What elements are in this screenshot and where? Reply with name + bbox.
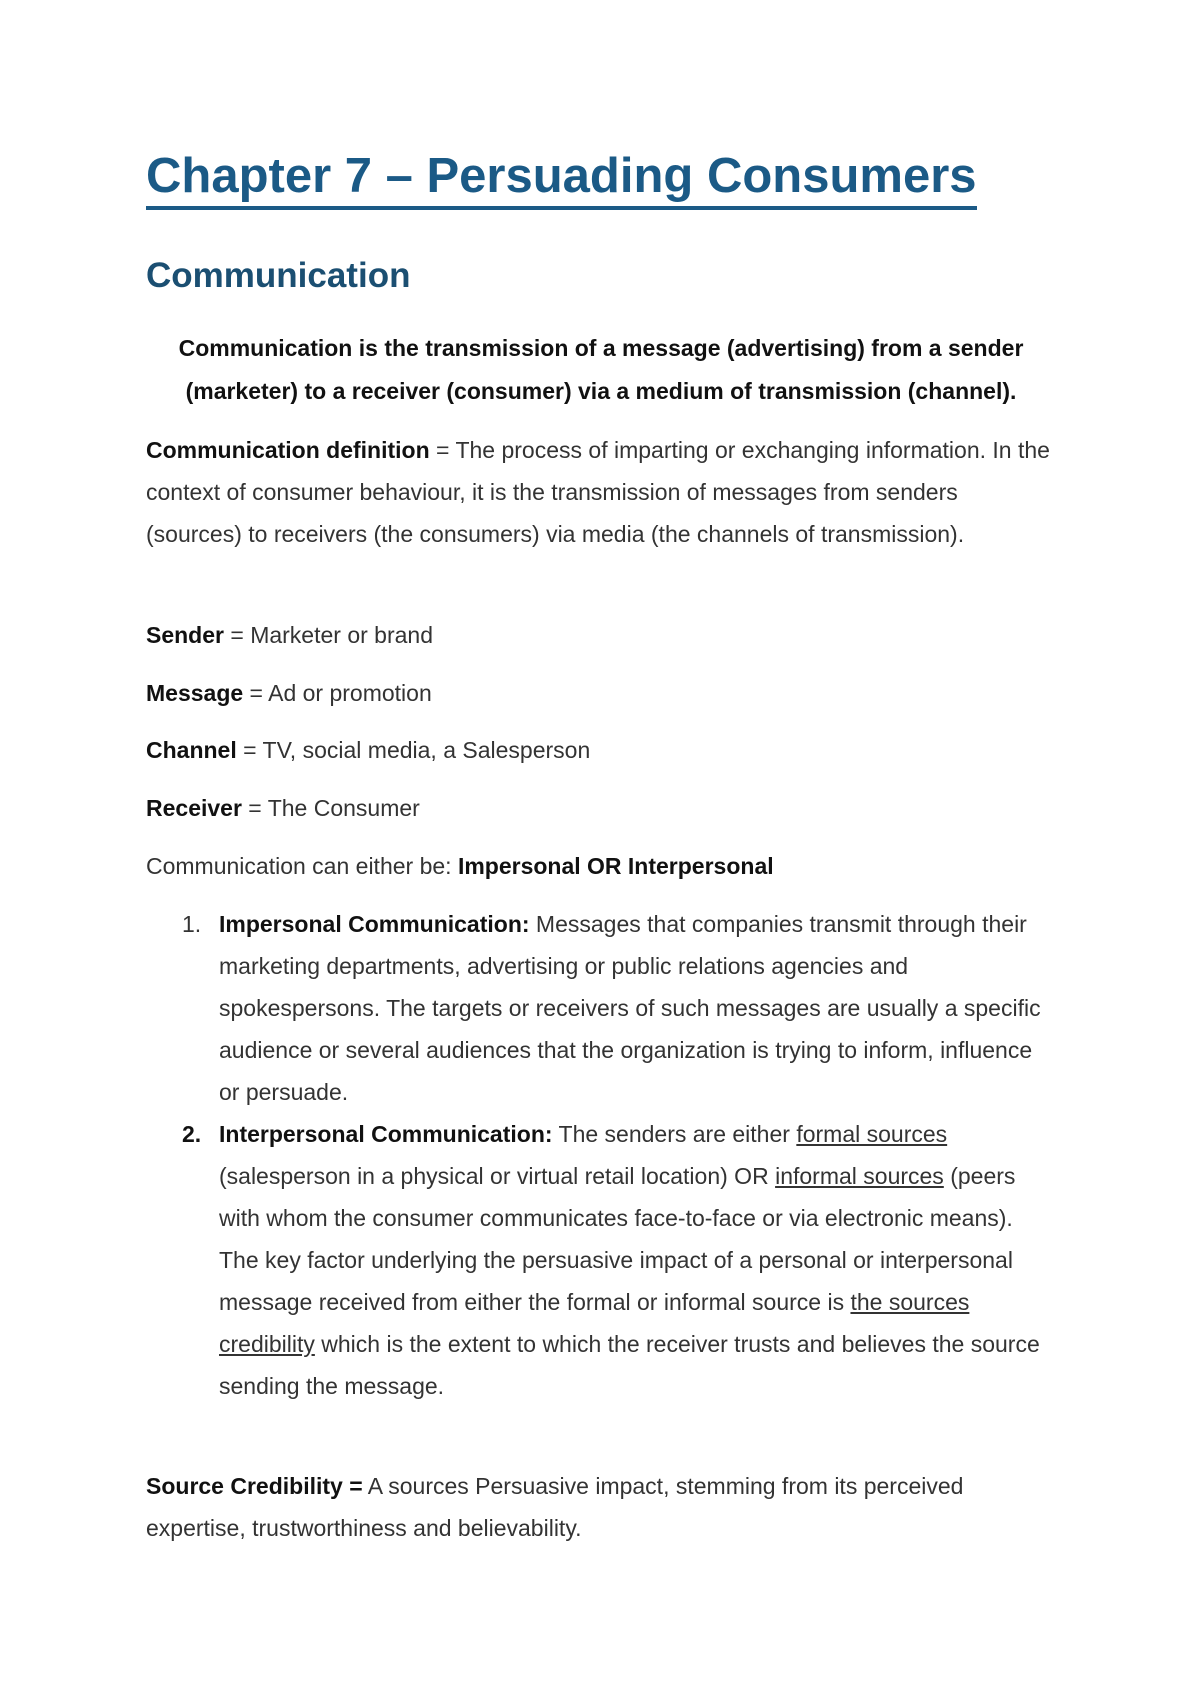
page-title: Chapter 7 – Persuading Consumers xyxy=(146,146,977,210)
communication-definition-paragraph xyxy=(146,429,1056,555)
message-text: = Ad or promotion xyxy=(243,680,432,706)
sources-credibility-link: the sources credibility xyxy=(219,1289,970,1357)
section-heading-communication: Communication xyxy=(146,256,411,295)
list-number: 2. xyxy=(182,1121,202,1147)
communication-types-list xyxy=(146,903,1056,1407)
communication-definition-text: = The process of imparting or exchanging information. In the context of consumer behaviour, it is the transmission of messages from senders (sources) to receivers (the consumers) via media (the channels of transmission). xyxy=(146,437,1050,547)
source-credibility-paragraph xyxy=(146,1465,1056,1549)
receiver-term: Receiver xyxy=(146,795,242,821)
either-text: Communication can either be: xyxy=(146,853,458,879)
channel-term: Channel xyxy=(146,737,237,763)
sender-paragraph xyxy=(146,614,1056,656)
list-number: 1. xyxy=(182,911,202,937)
channel-paragraph xyxy=(146,729,1056,771)
formal-sources-link: formal sources xyxy=(796,1121,948,1147)
sender-text: = Marketer or brand xyxy=(223,622,433,648)
centered-definition: Communication is the transmission of a message (advertising) from a sender (marketer) to a receiver (consumer) via a medium of transmission (channel). xyxy=(178,335,1024,404)
receiver-text: = The Consumer xyxy=(241,795,420,821)
list-item-text: The senders are either xyxy=(552,1121,797,1147)
informal-sources-link: informal sources xyxy=(775,1163,944,1189)
list-item-text: which is the extent to which the receiver trusts and believes the source sending the message. xyxy=(219,1331,1040,1399)
source-credibility-term: Source Credibility = xyxy=(146,1473,363,1499)
list-item-term: Impersonal Communication: xyxy=(219,911,530,937)
list-item-term: Interpersonal Communication: xyxy=(219,1121,553,1147)
list-item-text: (salesperson in a physical or virtual retail location) OR xyxy=(219,1163,776,1189)
message-term: Message xyxy=(146,680,244,706)
either-bold: Impersonal OR Interpersonal xyxy=(457,853,774,879)
list-item-interpersonal xyxy=(146,1113,1056,1407)
either-paragraph xyxy=(146,845,1056,887)
list-item-impersonal xyxy=(146,903,1056,1113)
channel-text: = TV, social media, a Salesperson xyxy=(236,737,591,763)
message-paragraph xyxy=(146,672,1056,714)
communication-definition-term: Communication definition xyxy=(146,437,430,463)
receiver-paragraph xyxy=(146,787,1056,829)
sender-term: Sender xyxy=(146,622,224,648)
source-credibility-text: A sources Persuasive impact, stemming from its perceived expertise, trustworthiness and believability. xyxy=(146,1473,964,1541)
list-item-text: (peers with whom the consumer communicates face-to-face or via electronic means). The key factor underlying the persuasive impact of a personal or interpersonal message received from either the formal or informal source is xyxy=(219,1163,1016,1315)
list-item-text: Messages that companies transmit through their marketing departments, advertising or public relations agencies and spokespersons. The targets or receivers of such messages are usually a specific audience or several audiences that the organization is trying to inform, influence or persuade. xyxy=(219,911,1041,1105)
